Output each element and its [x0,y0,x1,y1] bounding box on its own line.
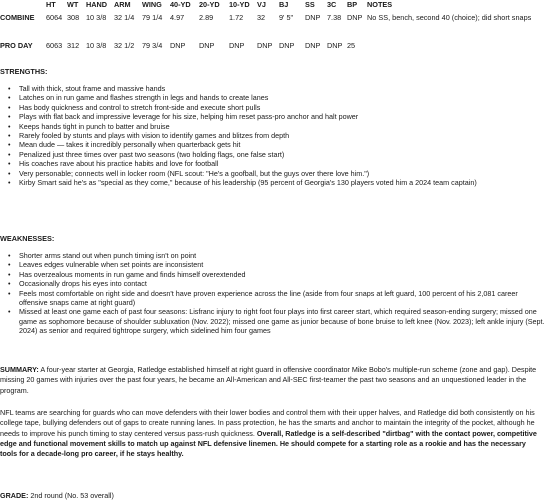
strength-item: • Latches on in run game and flashes strength in legs and hands to create lanes [19,93,547,102]
forty-cell: DNP [170,41,186,50]
header-cell: BJ [279,0,289,9]
header-cell: ARM [114,0,131,9]
arm-cell: 32 1/4 [114,13,135,22]
header-cell: 20-YD [199,0,220,9]
strength-item: • Very personable; connects well in locker room (NFL scout: "He's a goofball, but the guys over there love him.") [19,169,547,178]
notes-cell: No SS, bench, second 40 (choice); did short snaps [367,13,532,22]
arm-cell: 32 1/2 [114,41,135,50]
broad-jump-cell: 9' 5" [279,13,294,22]
summary-label: SUMMARY: [0,365,39,374]
vertical-jump-cell: 32 [257,13,266,22]
height-cell: 6063 [46,41,63,50]
strength-item: • Kirby Smart said he's as "special as they come," because of his leadership (95 percent of Georgia's 130 players voted him a 2024 team captain) [19,178,547,187]
weakness-item: • Occasionally drops his eyes into contact [19,279,547,288]
header-cell: 40-YD [170,0,191,9]
grade-label: GRADE: [0,491,29,500]
strength-item: • Keeps hands tight in punch to batter and bruise [19,122,547,131]
hand-cell: 10 3/8 [86,13,107,22]
weaknesses-heading: WEAKNESSES: [0,234,55,243]
strengths-heading: STRENGTHS: [0,67,48,76]
header-cell: 10-YD [229,0,250,9]
header-cell: BP [347,0,358,9]
bench-press-cell: DNP [347,13,363,22]
ten-cell: 1.72 [229,13,244,22]
row-label: PRO DAY [0,41,33,50]
twenty-cell: DNP [199,41,215,50]
bench-press-cell: 25 [347,41,356,50]
header-cell: 3C [327,0,337,9]
outlook-paragraph [0,408,541,459]
header-cell: SS [305,0,315,9]
row-label: COMBINE [0,13,35,22]
outlook-bold-text: Overall, Ratledge is a self-described "dirtbag" with the contact power, competitive edge and functional movement skills to match up against NFL defensive linemen. He should compete for a starting role as a rookie and has the necessary tools for a decade-long pro career, if he stays healthy. [0,428,537,459]
strength-item: • Penalized just three times over past two seasons (two holding flags, one false start) [19,150,547,159]
weight-cell: 308 [67,13,80,22]
wing-cell: 79 3/4 [142,41,163,50]
weakness-item: • Feels most comfortable on right side and doesn't have proven experience across the line (aside from four snaps at left guard, 100 percent of his 2,081 career offensive snaps came at right guard) [19,289,547,308]
outlook-text: NFL teams are searching for guards who can move defenders with their lower bodies and control them with their upper halves, and Ratledge did both consistently on his college tape, bullying defenders out of gaps to create running lanes. In pass protection, he has the smarts and anchor to maintain the integrity of the pocket, although he needs to improve his punch timing to stay centered versus pass-rush quickness. [0,408,535,438]
summary-text: A four-year starter at Georgia, Ratledge established himself at right guard in offensive coordinator Mike Bobo's multiple-run scheme (zone and gap). Despite missing 20 games with injuries over the past four years, he became an All-American and All-SEC first-teamer the past two seasons and an unquestioned leader in the program. [0,365,537,395]
weaknesses-list [0,251,547,336]
header-cell: HAND [86,0,108,9]
grade-text: 2nd round (No. 53 overall) [28,491,114,500]
measurables-header-row [0,0,547,12]
header-cell: WING [142,0,162,9]
weakness-item: • Has overzealous moments in run game and finds himself overextended [19,270,547,279]
vertical-jump-cell: DNP [257,41,273,50]
weakness-item: • Leaves edges vulnerable when set points are inconsistent [19,260,547,269]
weakness-item: • Shorter arms stand out when punch timing isn't on point [19,251,547,260]
ten-cell: DNP [229,41,245,50]
short-shuttle-cell: DNP [305,41,321,50]
header-cell [0,0,46,12]
grade-line [0,491,541,501]
notes-cell [367,40,547,68]
strength-item: • Tall with thick, stout frame and massive hands [19,84,547,93]
wing-cell: 79 1/4 [142,13,163,22]
weakness-item: • Missed at least one game each of past four seasons: Lisfranc injury to right foot four plays into first career start, which required season-ending surgery; missed one game as sophomore because of shoulder subluxation (Nov. 2022); missed one game as junior because of bone bruise to left knee (Nov. 2023); left ankle injury (Sept. 2024) as senior and required tightrope surgery, which sidelined him four games [19,307,547,335]
short-shuttle-cell: DNP [305,13,321,22]
twenty-cell: 2.89 [199,13,214,22]
header-cell: VJ [257,0,266,9]
height-cell: 6064 [46,13,63,22]
three-cone-cell: 7.38 [327,13,342,22]
strengths-list [0,84,547,187]
forty-cell: 4.97 [170,13,185,22]
summary-paragraph [0,365,541,396]
header-cell: NOTES [367,0,393,9]
header-cell: WT [67,0,79,9]
strength-item: • Has body quickness and control to stretch front-side and execute short pulls [19,103,547,112]
broad-jump-cell: DNP [279,41,295,50]
strength-item: • Plays with flat back and impressive leverage for his size, helping him reset pass-pro anchor and halt power [19,112,547,121]
three-cone-cell: DNP [327,41,343,50]
measurables-table [0,0,547,68]
strength-item: • Rarely fooled by stunts and plays with vision to identify games and blitzes from depth [19,131,547,140]
header-cell: HT [46,0,56,9]
strength-item: • His coaches rave about his practice habits and love for football [19,159,547,168]
hand-cell: 10 3/8 [86,41,107,50]
weight-cell: 312 [67,41,80,50]
combine-row [0,12,547,40]
strength-item: • Mean dude — takes it incredibly personally when quarterback gets hit [19,140,547,149]
pro-day-row [0,40,547,68]
